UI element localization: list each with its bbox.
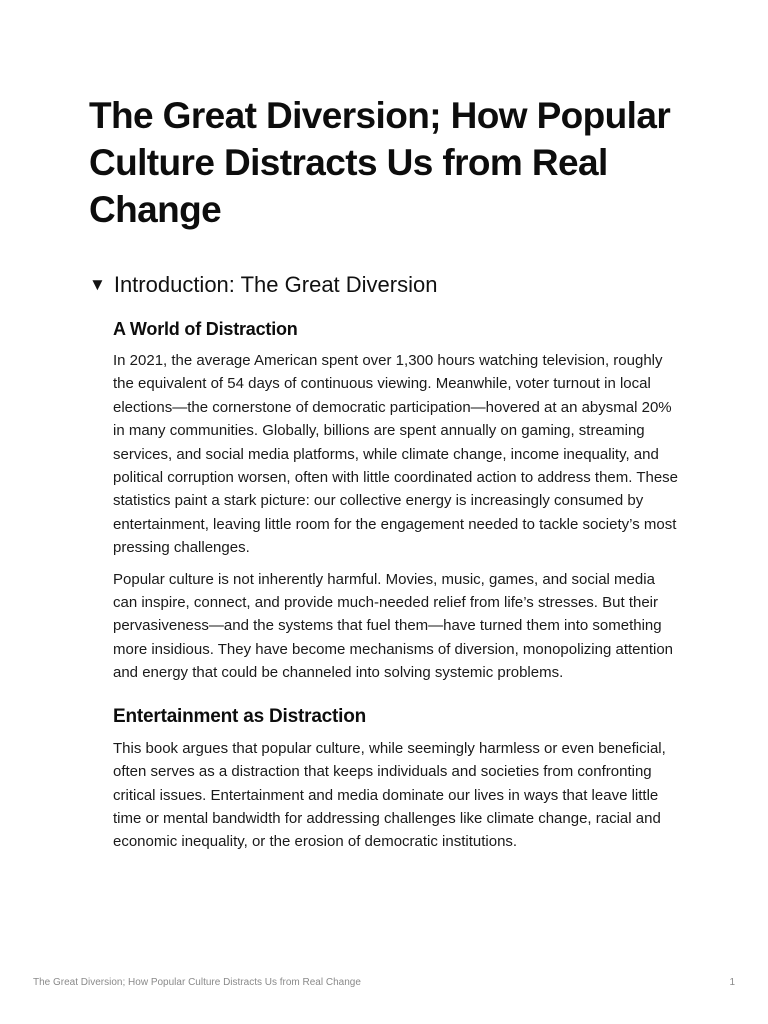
triangle-down-icon[interactable]: ▼	[89, 275, 106, 294]
section-toggle-header[interactable]	[89, 271, 689, 299]
paragraph: In 2021, the average American spent over 1,300 hours watching television, roughly the equivalent of 54 days of continuous viewing. Meanwhile, voter turnout in local elections—the cornerstone of democratic participation—hovered at an abysmal 20% in many communities. Globally, billions are spent annually on gaming, streaming services, and social media platforms, while climate change, income inequality, and political corruption worsen, often with little coordinated action to address them. These statistics paint a stark picture: our collective energy is increasingly consumed by entertainment, leaving little room for the engagement needed to tackle society’s most pressing challenges.	[113, 352, 679, 557]
paragraph: Popular culture is not inherently harmful. Movies, music, games, and social media can inspire, connect, and provide much-needed relief from life’s stresses. But their pervasiveness—and the systems that fuel them—have turned them into something more insidious. They have become mechanisms of diversion, monopolizing attention and energy that could be channeled into solving systemic problems.	[113, 570, 674, 682]
footer-document-title: The Great Diversion; How Popular Culture Distracts Us from Real Change	[33, 977, 361, 988]
page-content	[89, 92, 689, 862]
subsection-heading: A World of Distraction	[113, 319, 298, 339]
section-body	[113, 317, 679, 854]
paragraph: This book argues that popular culture, while seemingly harmless or even beneficial, often serves as a distraction that keeps individuals and societies from confronting critical issues. Entertainment and media dominate our lives in ways that leave little time or mental bandwidth for addressing challenges like climate change, racial and economic inequality, or the erosion of democratic institutions.	[113, 739, 666, 851]
subsection-heading: Entertainment as Distraction	[113, 705, 367, 727]
section-heading: Introduction: The Great Diversion	[113, 272, 438, 297]
footer-page-number: 1	[729, 977, 735, 988]
document-title: The Great Diversion; How Popular Culture Distracts Us from Real Change	[89, 95, 671, 230]
